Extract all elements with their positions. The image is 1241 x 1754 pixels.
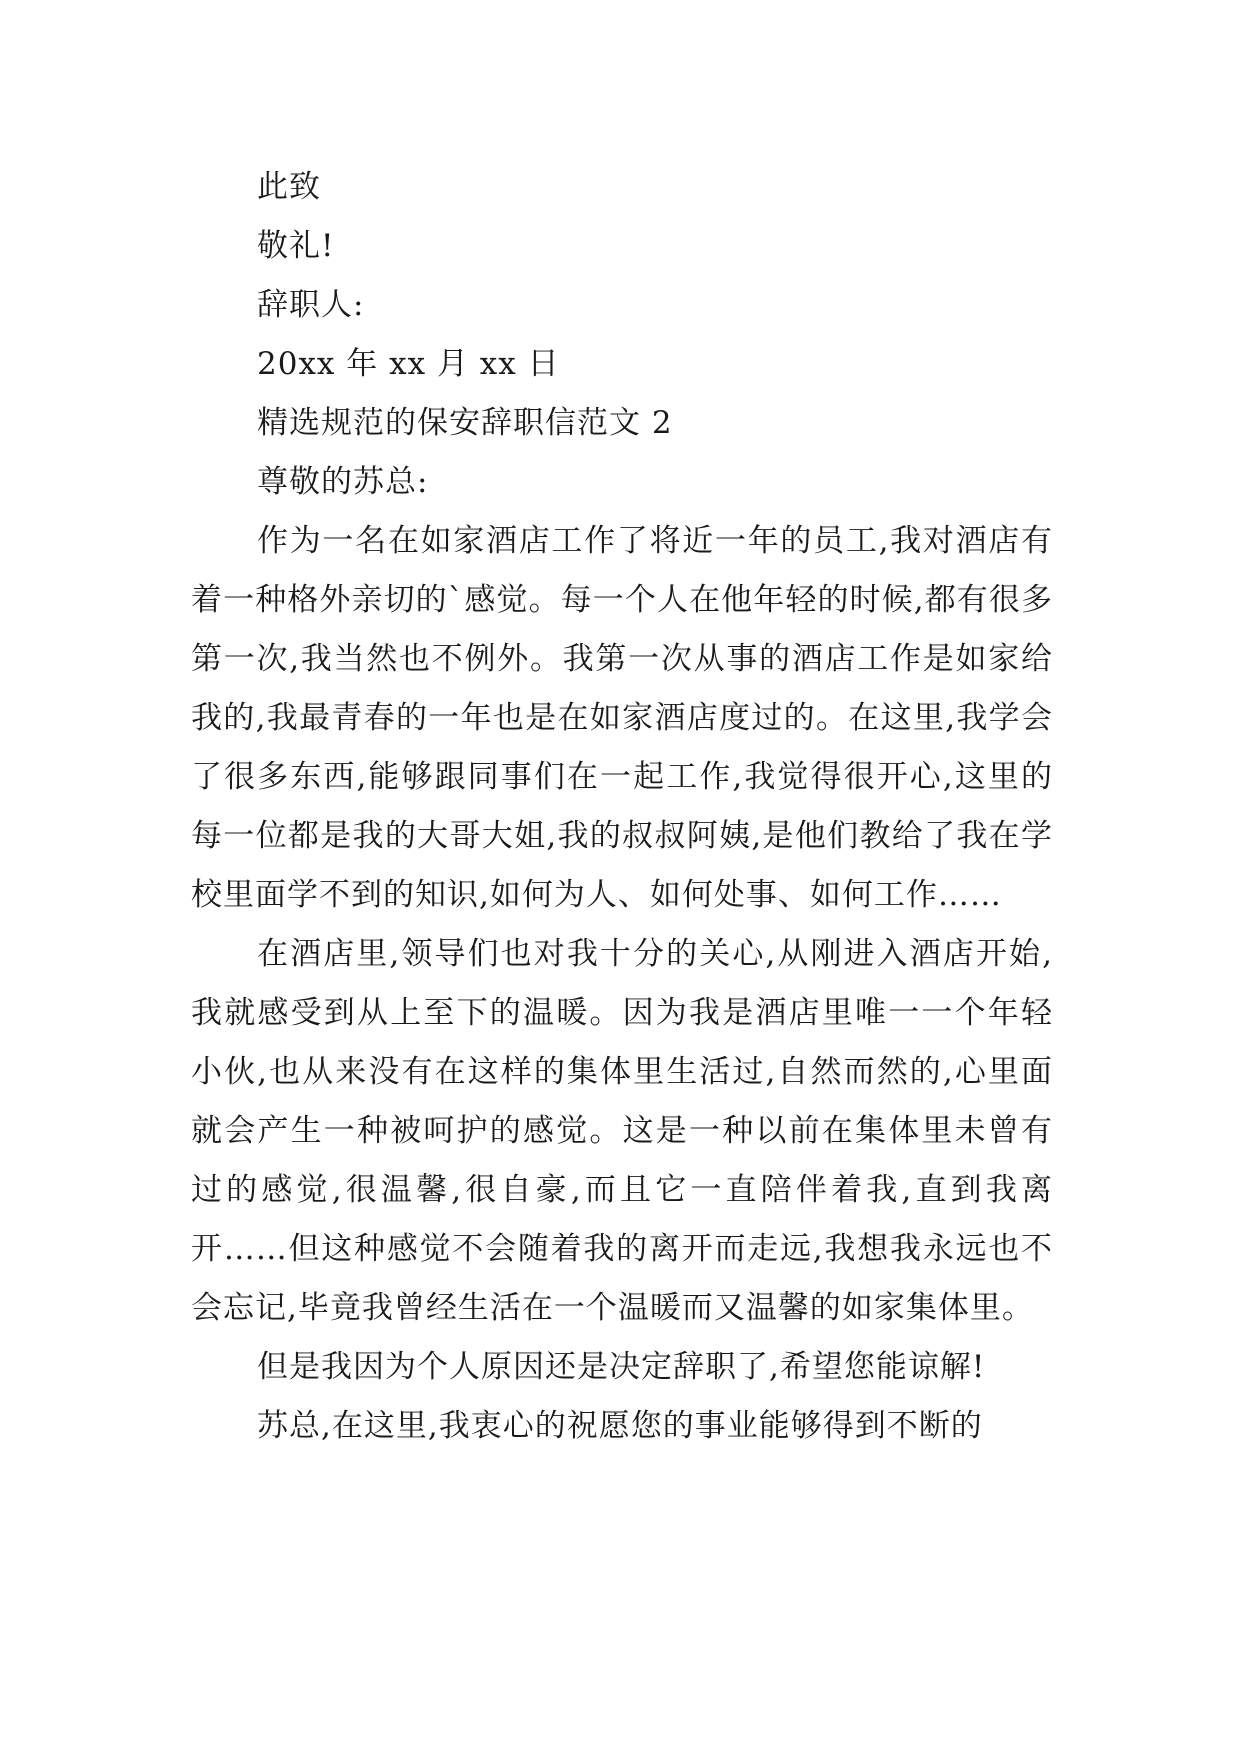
letter-greeting: 尊敬的苏总: — [257, 464, 429, 500]
section-title: 精选规范的保安辞职信范文 2 — [257, 405, 673, 441]
letter-body — [191, 158, 1053, 1456]
paragraph: 但是我因为个人原因还是决定辞职了,希望您能谅解! — [257, 1349, 986, 1385]
closing-salutation-line-2: 敬礼! — [257, 228, 335, 264]
signature-label: 辞职人: — [257, 287, 365, 323]
closing-salutation-line-1: 此致 — [257, 169, 321, 205]
letter-date: 20xx 年 xx 月 xx 日 — [257, 346, 560, 382]
paragraph: 在酒店里,领导们也对我十分的关心,从刚进入酒店开始,我就感受到从上至下的温暖。因为我是酒店里唯一一个年轻小伙,也从来没有在这样的集体里生活过,自然而然的,心里面就会产生一种被呵护的感觉。这是一种以前在集体里未曾有过的感觉,很温馨,很自豪,而且它一直陪伴着我,直到我离开……但这种感觉不会随着我的离开而走远,我想我永远也不会忘记,毕竟我曾经生活在一个温暖而又温馨的如家集体里。 — [191, 936, 1053, 1326]
paragraph: 作为一名在如家酒店工作了将近一年的员工,我对酒店有着一种格外亲切的`感觉。每一个人在他年轻的时候,都有很多第一次,我当然也不例外。我第一次从事的酒店工作是如家给我的,我最青春的一年也是在如家酒店度过的。在这里,我学会了很多东西,能够跟同事们在一起工作,我觉得很开心,这里的每一位都是我的大哥大姐,我的叔叔阿姨,是他们教给了我在学校里面学不到的知识,如何为人、如何处事、如何工作…… — [191, 523, 1053, 913]
paragraph: 苏总,在这里,我衷心的祝愿您的事业能够得到不断的 — [257, 1408, 983, 1444]
